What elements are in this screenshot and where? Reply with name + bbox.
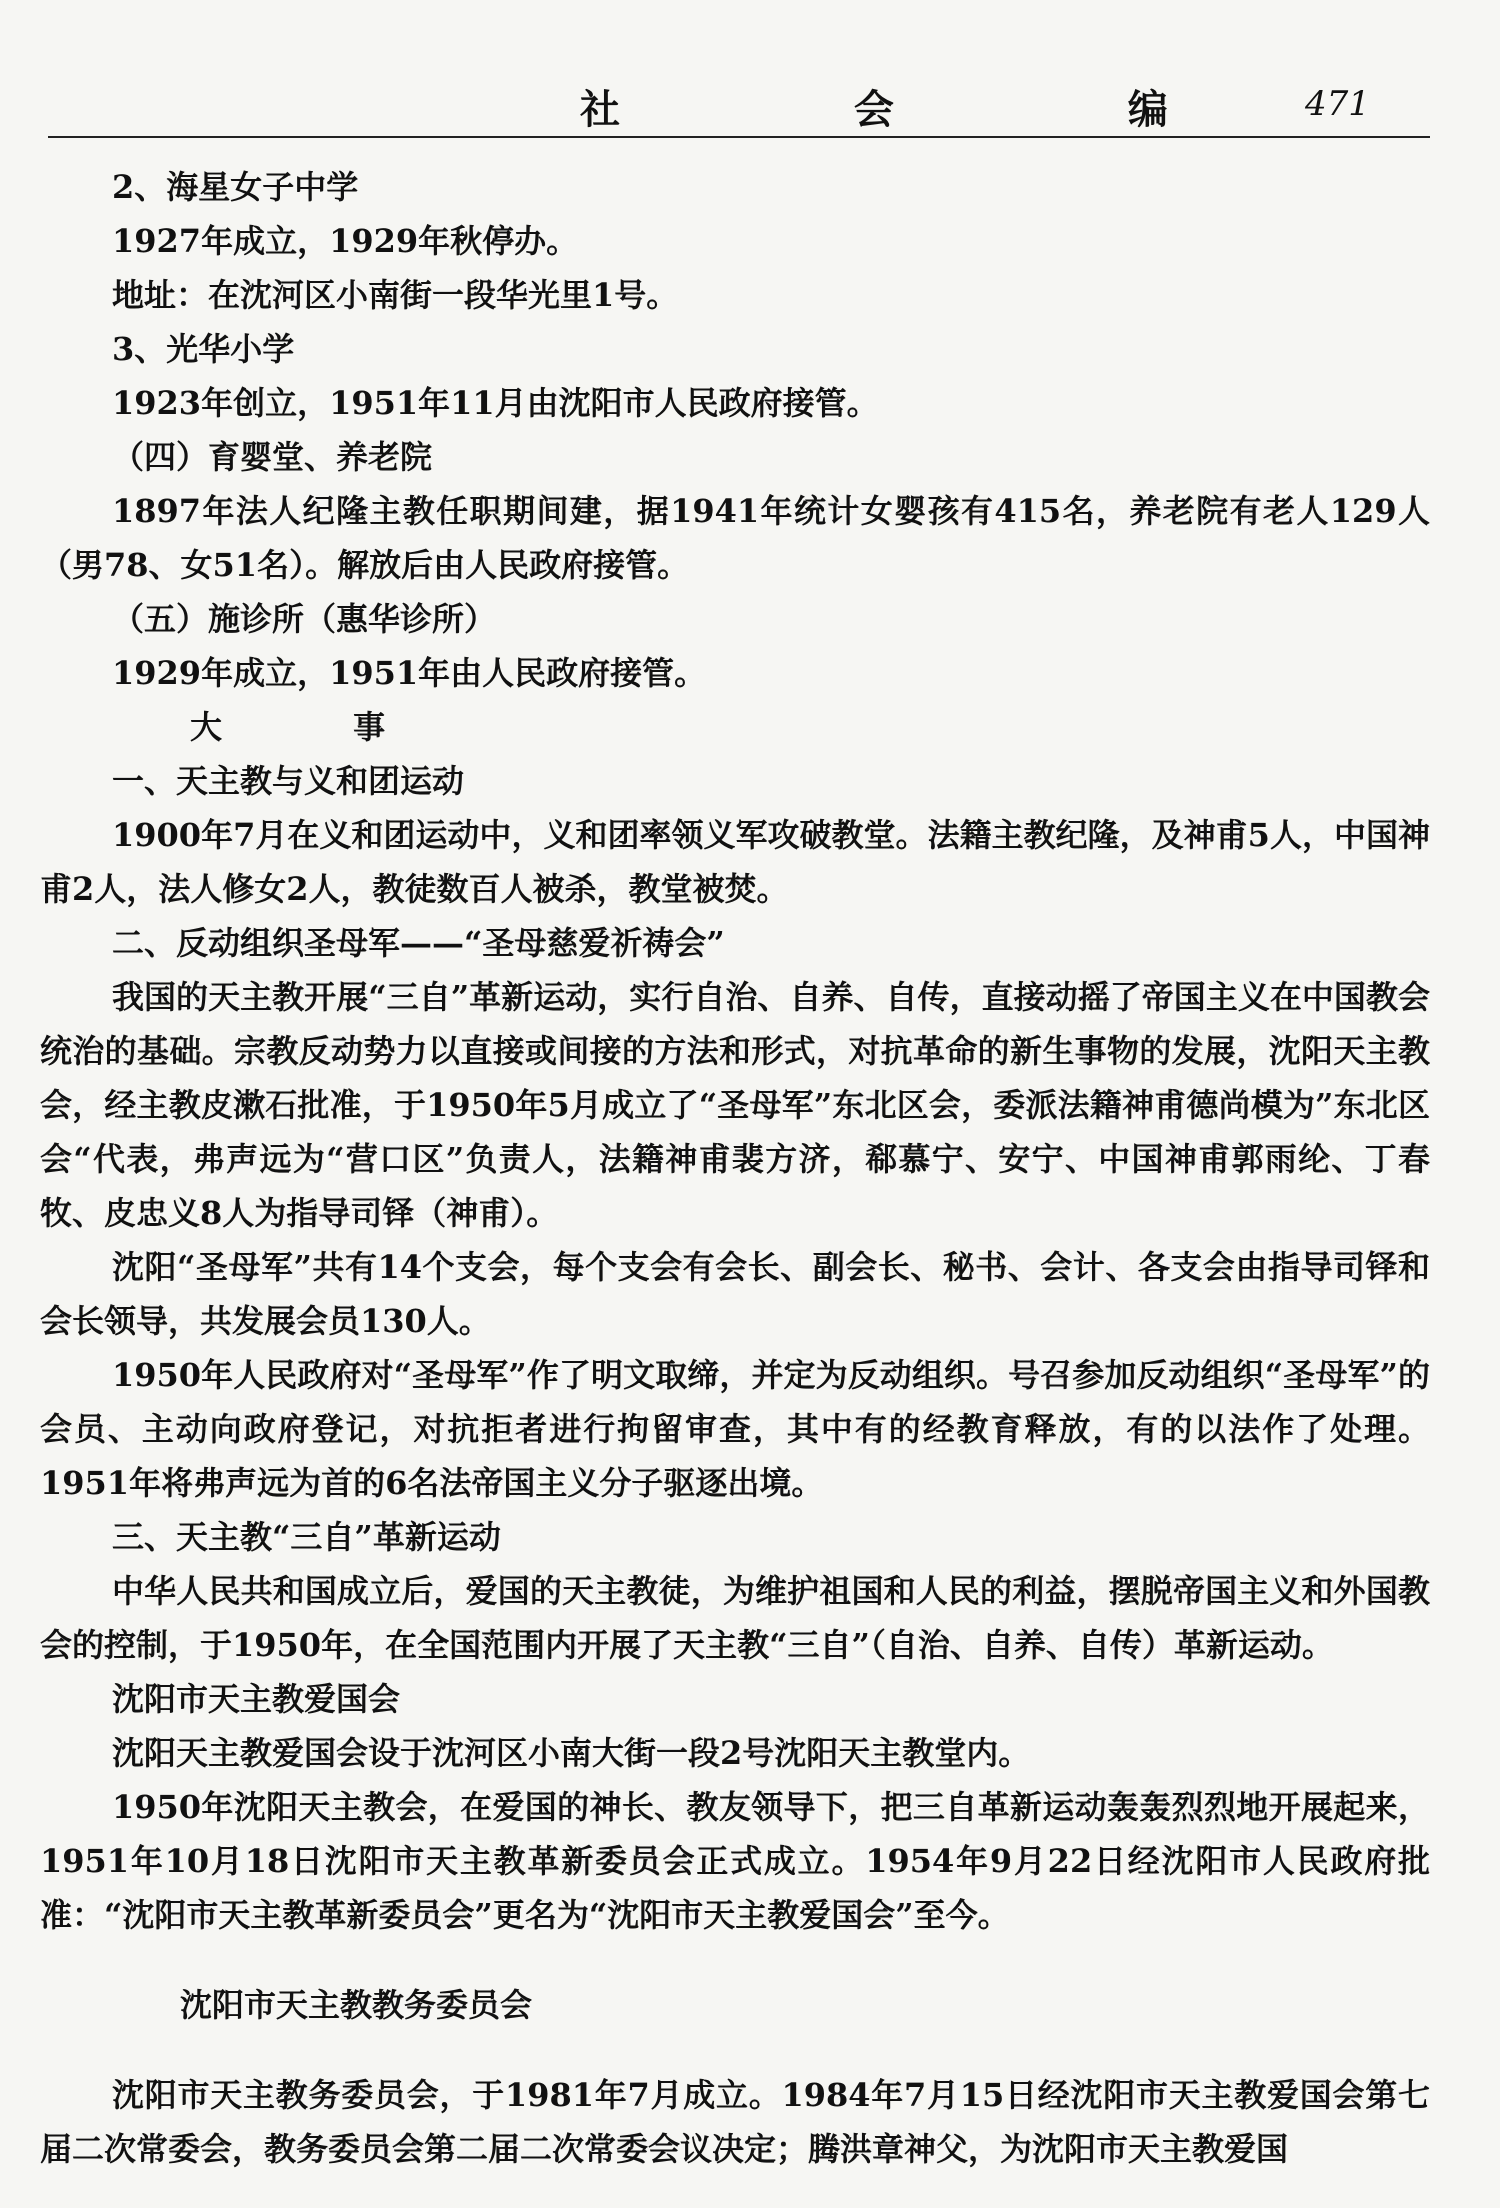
paragraph: 沈阳市天主教务委员会，于1981年7月成立。1984年7月15日经沈阳市天主教爱国会第七届二次常委会，教务委员会第二届二次常委会议决定；腾洪章神父，为沈阳市天主教爱国 xyxy=(40,2076,1430,2168)
section-heading: 沈阳市天主教爱国会 xyxy=(112,1680,401,1718)
paragraph: 1929年成立，1951年由人民政府接管。 xyxy=(112,654,707,692)
page-number: 471 xyxy=(1305,84,1370,124)
chapter-heading: 大 事 xyxy=(190,708,446,746)
spacer xyxy=(40,2032,1430,2068)
section-heading: 二、反动组织圣母军——“圣母慈爱祈祷会” xyxy=(112,924,725,962)
section-heading: 三、天主教“三自”革新运动 xyxy=(112,1518,501,1556)
paragraph: 地址：在沈河区小南街一段华光里1号。 xyxy=(112,276,679,314)
section-heading: 一、天主教与义和团运动 xyxy=(112,762,465,800)
section-heading: （五）施诊所（惠华诊所） xyxy=(112,600,497,638)
section-heading: 3、光华小学 xyxy=(112,330,295,368)
running-title: 社 会 编 xyxy=(580,87,1278,133)
paragraph: 我国的天主教开展“三自”革新运动，实行自治、自养、自传，直接动摇了帝国主义在中国教会统治的基础。宗教反动势力以直接或间接的方法和形式，对抗革命的新生事物的发展，沈阳天主教会，经主教皮漱石批准，于1950年5月成立了“圣母军”东北区会，委派法籍神甫德尚模为”东北区会“代表，弗声远为“营口区”负责人，法籍神甫裴方济，郗慕宁、安宁、中国神甫郭雨纶、丁春牧、皮忠义8人为指导司铎（神甫）。 xyxy=(40,978,1430,1232)
page-body xyxy=(40,160,1430,2176)
paragraph: 沈阳天主教爱国会设于沈河区小南大街一段2号沈阳天主教堂内。 xyxy=(112,1734,1031,1772)
section-heading: 2、海星女子中学 xyxy=(112,168,359,206)
paragraph: 中华人民共和国成立后，爱国的天主教徒，为维护祖国和人民的利益，摆脱帝国主义和外国教会的控制，于1950年，在全国范围内开展了天主教“三自”（自治、自养、自传）革新运动。 xyxy=(40,1572,1430,1664)
paragraph: 1927年成立，1929年秋停办。 xyxy=(112,222,579,260)
paragraph: 1950年沈阳天主教会，在爱国的神长、教友领导下，把三自革新运动轰轰烈烈地开展起来，1951年10月18日沈阳市天主教革新委员会正式成立。1954年9月22日经沈阳市人民政府批准：“沈阳市天主教革新委员会”更名为“沈阳市天主教爱国会”至今。 xyxy=(40,1788,1430,1934)
paragraph: 1900年7月在义和团运动中，义和团率领义军攻破教堂。法籍主教纪隆，及神甫5人，中国神甫2人，法人修女2人，教徒数百人被杀，教堂被焚。 xyxy=(40,816,1430,908)
section-heading: （四）育婴堂、养老院 xyxy=(112,438,433,476)
paragraph: 1923年创立，1951年11月由沈阳市人民政府接管。 xyxy=(112,384,879,422)
page-header xyxy=(0,0,1500,140)
header-divider xyxy=(48,136,1430,138)
paragraph: 沈阳“圣母军”共有14个支会，每个支会有会长、副会长、秘书、会计、各支会由指导司铎和会长领导，共发展会员130人。 xyxy=(40,1248,1430,1340)
paragraph: 1897年法人纪隆主教任职期间建，据1941年统计女婴孩有415名，养老院有老人129人（男78、女51名）。解放后由人民政府接管。 xyxy=(40,492,1430,584)
section-heading: 沈阳市天主教教务委员会 xyxy=(180,1986,533,2024)
paragraph: 1950年人民政府对“圣母军”作了明文取缔，并定为反动组织。号召参加反动组织“圣母军”的会员、主动向政府登记，对抗拒者进行拘留审查，其中有的经教育释放，有的以法作了处理。1951年将弗声远为首的6名法帝国主义分子驱逐出境。 xyxy=(40,1356,1430,1502)
spacer xyxy=(40,1942,1430,1978)
